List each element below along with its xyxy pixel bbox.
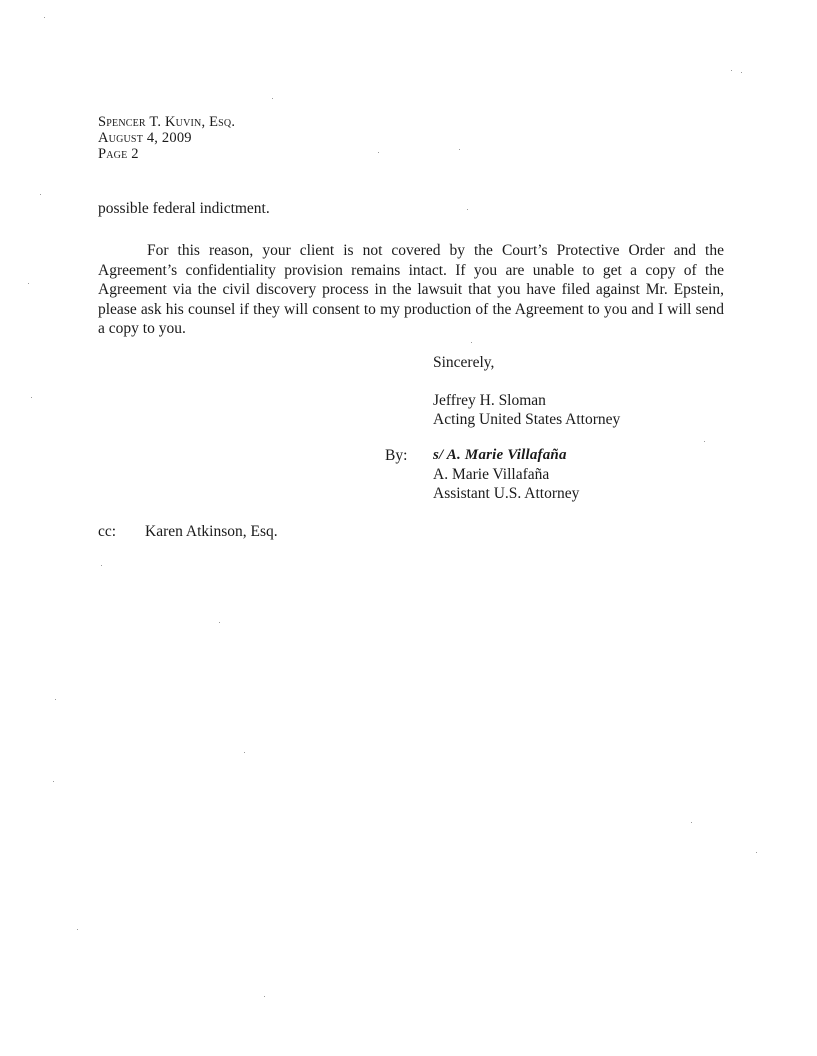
scan-speck (101, 565, 102, 566)
scan-speck (471, 342, 472, 343)
scan-speck (53, 781, 54, 782)
scan-speck (40, 194, 41, 195)
scan-speck (264, 996, 265, 997)
scan-speck (272, 98, 273, 99)
scan-speck (28, 283, 29, 284)
body-paragraph (98, 241, 724, 339)
assistant-title: Assistant U.S. Attorney (433, 485, 580, 502)
cc-line (98, 522, 278, 541)
scan-speck (55, 699, 56, 700)
signer-name: Jeffrey H. Sloman (433, 392, 546, 409)
salutation: Sincerely, (433, 354, 495, 371)
signer-block (433, 391, 620, 429)
header-recipient: Spencer T. Kuvin, Esq. (98, 114, 236, 130)
by-label: By: (385, 447, 408, 464)
scan-speck (691, 822, 692, 823)
scan-speck (467, 209, 468, 210)
scan-speck (731, 70, 732, 71)
header-page-number: Page 2 (98, 146, 139, 162)
scan-speck (31, 397, 32, 398)
scan-speck (459, 149, 460, 150)
cc-recipient: Karen Atkinson, Esq. (145, 523, 278, 540)
scan-speck (244, 752, 245, 753)
assistant-block (433, 446, 579, 503)
scan-speck (741, 72, 742, 73)
body-paragraph-text: For this reason, your client is not covered by the Court’s Protective Order and the Agreement’s confidentiality provision remains intact. If you are unable to get a copy of the Agreement via the civil discovery process in the lawsuit that you have filed against Mr. Epstein, please ask his counsel if they will consent to my production of the Agreement to you and I will send a copy to you. (98, 242, 724, 337)
continuation-text: possible federal indictment. (98, 200, 270, 217)
scan-speck (756, 852, 757, 853)
scan-speck (77, 929, 78, 930)
scan-speck (378, 152, 379, 153)
page-header (98, 114, 235, 162)
electronic-signature: s/ A. Marie Villafaña (433, 447, 567, 463)
scan-speck (704, 441, 705, 442)
signer-title: Acting United States Attorney (433, 411, 621, 428)
header-date: August 4, 2009 (98, 130, 192, 146)
assistant-name: A. Marie Villafaña (433, 466, 550, 483)
cc-label: cc: (98, 523, 117, 540)
scan-speck (219, 622, 220, 623)
scan-speck (44, 17, 45, 18)
